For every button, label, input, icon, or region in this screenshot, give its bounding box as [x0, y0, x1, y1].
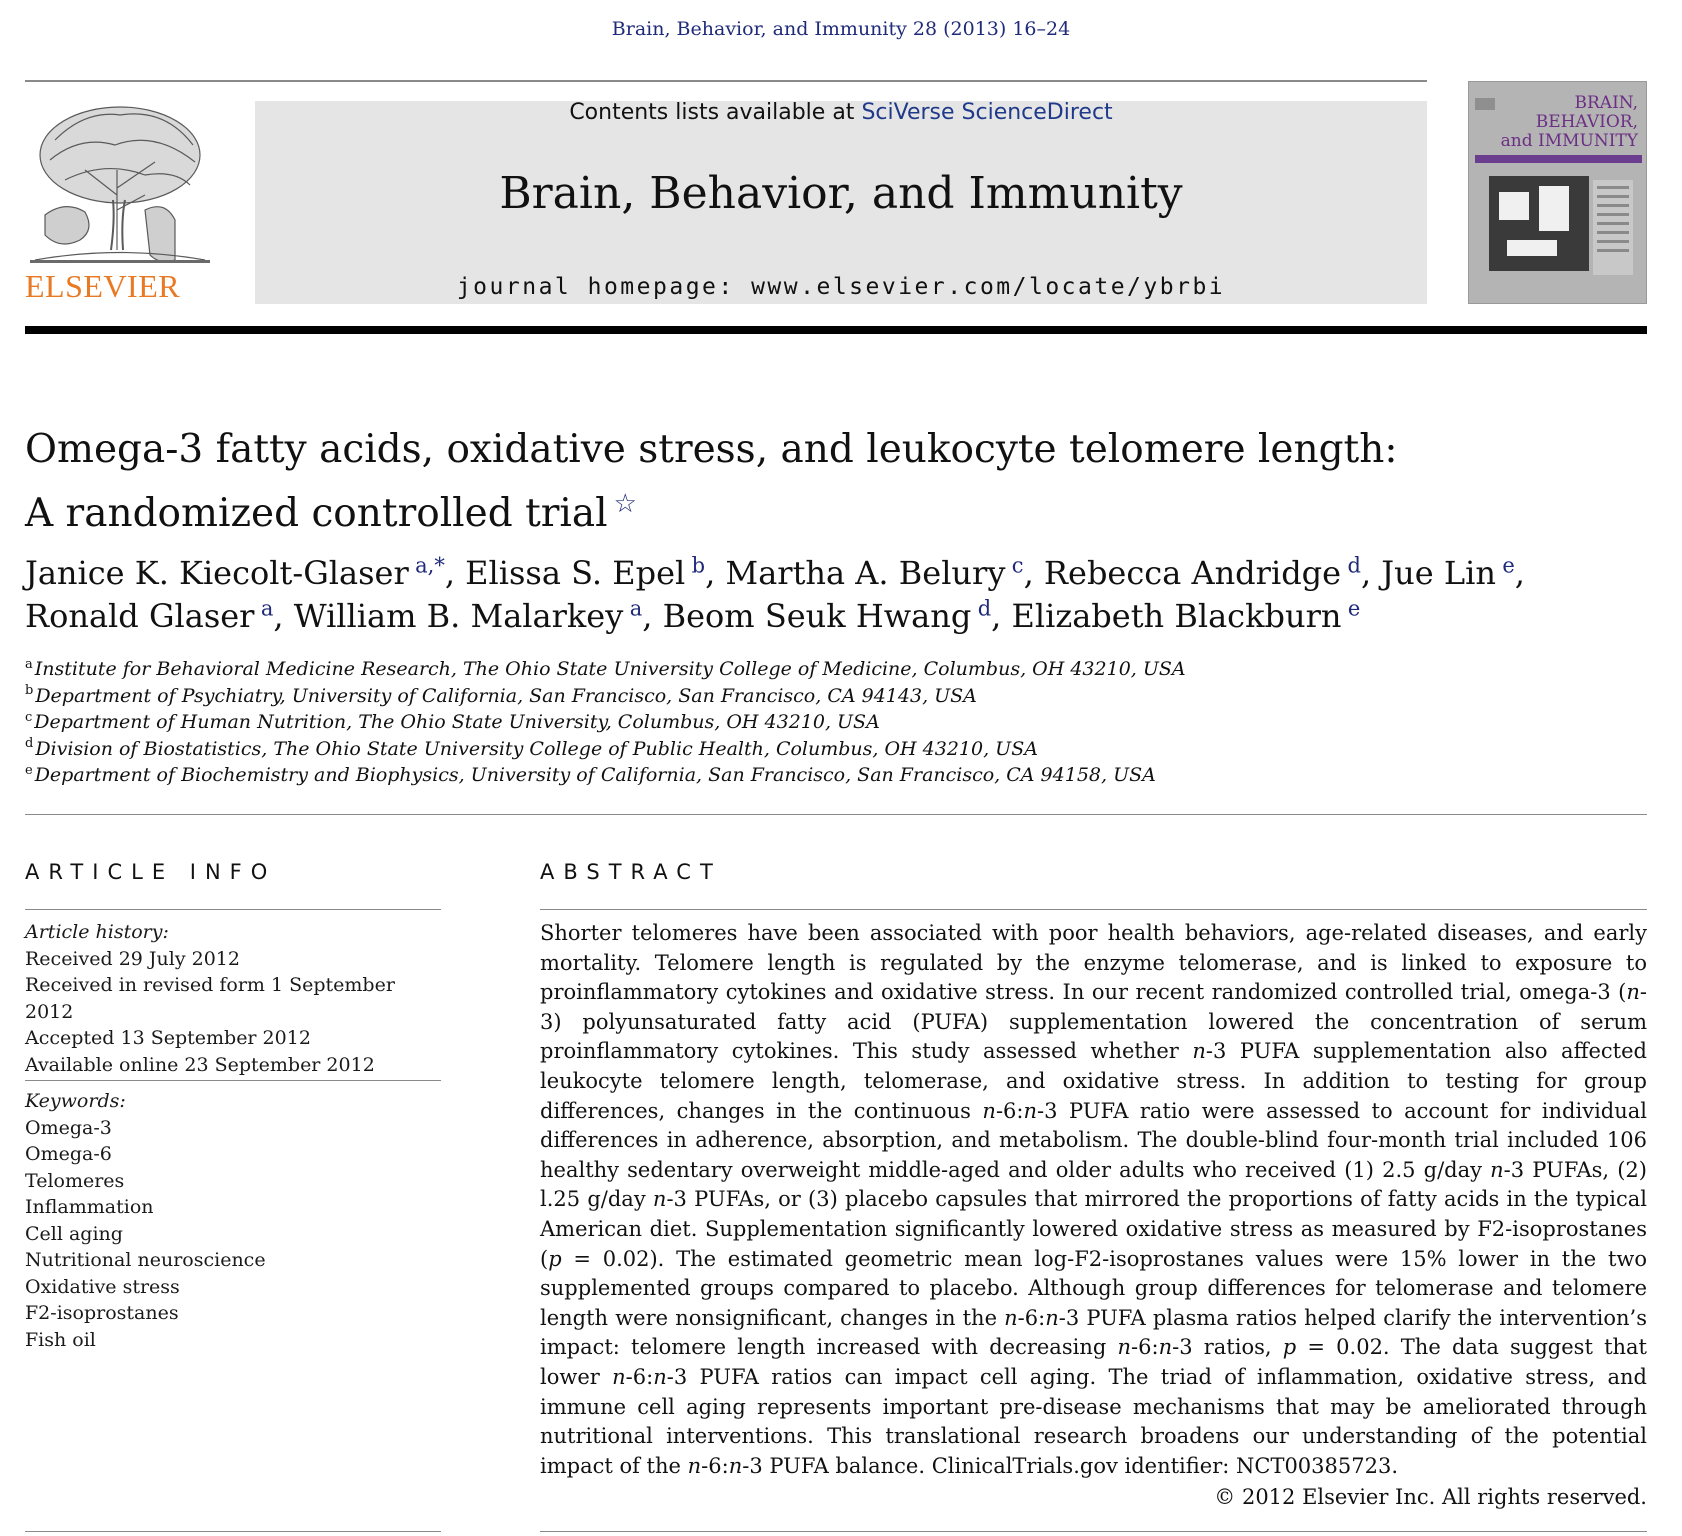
keyword: Omega-3	[25, 1116, 112, 1139]
abstract-variable: n	[1023, 1098, 1038, 1123]
abstract-segment: = 0.02. The data suggest that lower	[540, 1335, 1647, 1389]
author-separator: ,	[1360, 554, 1382, 592]
affiliation	[25, 656, 1525, 683]
cover-title	[1501, 94, 1638, 151]
author-name: William B. Malarkey	[293, 597, 624, 635]
author-name: Rebecca Andridge	[1043, 554, 1342, 592]
author-affiliation-mark[interactable]: c	[1011, 553, 1024, 578]
cover-publisher-mark	[1475, 98, 1495, 110]
affiliation-mark: c	[25, 709, 33, 725]
copyright-notice: © 2012 Elsevier Inc. All rights reserved.	[1214, 1485, 1647, 1509]
keyword: Nutritional neuroscience	[25, 1249, 266, 1271]
bottom-rule	[25, 1531, 441, 1532]
elsevier-wordmark: ELSEVIER	[25, 268, 181, 304]
keyword: Telomeres	[25, 1169, 125, 1192]
header-top-rule	[25, 80, 1427, 82]
affiliation-text: Department of Biochemistry and Biophysics, University of California, San Francisco, San Francisco, CA 94158, USA	[34, 764, 1156, 787]
author-separator: ,	[1023, 554, 1044, 592]
author-separator: ,	[705, 554, 726, 592]
contents-prefix: Contents lists available at	[569, 100, 862, 125]
abstract-segment: -3 PUFA ratios can impact cell aging. The triad of inflammation, oxidative stress, and immune cell aging represents important pre-disease mechanisms that may be ameliorated through nutritional interventions. This translational research broadens our understanding of the potential impact of the	[540, 1364, 1647, 1478]
abstract-variable: n	[1045, 1305, 1059, 1330]
author-separator: ,	[273, 597, 294, 635]
affiliation	[25, 709, 1525, 736]
abstract-variable: p	[548, 1246, 562, 1271]
history-entry: Received in revised form 1 September 2012	[25, 974, 395, 1023]
contents-availability	[255, 100, 1427, 125]
author-name: Elissa S. Epel	[465, 554, 686, 592]
cover-title-line: and IMMUNITY	[1500, 131, 1638, 151]
article-title-line: Omega-3 fatty acids, oxidative stress, and leukocyte telomere length:	[25, 427, 1398, 472]
abstract-variable: n	[1158, 1335, 1173, 1360]
article-info-heading: ARTICLE INFO	[25, 860, 277, 884]
affiliation-list	[25, 656, 1525, 789]
article-info-rule	[25, 1080, 441, 1081]
keyword: Oxidative stress	[25, 1275, 180, 1298]
affiliation-text: Department of Human Nutrition, The Ohio State University, Columbus, OH 43210, USA	[34, 711, 880, 734]
journal-cover-thumbnail	[1468, 81, 1647, 304]
abstract-variable: n	[1192, 1039, 1206, 1064]
history-entry: Available online 23 September 2012	[25, 1053, 375, 1076]
keyword: Omega-6	[25, 1143, 112, 1165]
journal-title: Brain, Behavior, and Immunity	[499, 168, 1183, 219]
article-title-line2: A randomized controlled trial	[25, 491, 608, 536]
author-affiliation-mark[interactable]: a,*	[415, 553, 445, 578]
keyword: Inflammation	[25, 1196, 154, 1218]
abstract-segment: = 0.02). The estimated geometric mean log-F2-isoprostanes values were 15% lower in the two supplemented groups compared to placebo. Although group differences for telomerase and telomere length were nonsignificant, changes in the	[540, 1246, 1647, 1330]
author-name: Janice K. Kiecolt-Glaser	[25, 554, 409, 592]
author-affiliation-mark[interactable]: b	[691, 553, 706, 578]
abstract-segment: -3 PUFA ratio were assessed to account for individual differences in adherence, absorption, and metabolism. The double-blind four-month trial included 106 healthy sedentary overweight middle-aged and older adults who received (1) 2.5 g/day	[540, 1098, 1647, 1182]
history-entry: Received 29 July 2012	[25, 947, 240, 970]
abstract-variable: n	[687, 1453, 702, 1478]
author-name: Ronald Glaser	[25, 597, 255, 635]
journal-homepage-link[interactable]: journal homepage: www.elsevier.com/locate/ybrbi	[456, 274, 1226, 300]
abstract-variable: n	[728, 1453, 743, 1478]
abstract-heading: ABSTRACT	[540, 860, 722, 884]
cover-title-line: BEHAVIOR,	[1535, 112, 1638, 132]
affiliation-mark: a	[25, 656, 33, 672]
cover-editor-list	[1593, 180, 1633, 275]
affiliation-mark: e	[25, 763, 33, 779]
abstract-segment: -3 PUFA plasma ratios helped clarify the intervention’s impact: telomere length increased with decreasing	[540, 1305, 1648, 1360]
cover-figure-box	[1539, 186, 1569, 231]
affiliation-mark: b	[25, 683, 34, 699]
author-name: Beom Seuk Hwang	[662, 597, 972, 635]
abstract-segment: -3 PUFAs, (2) l.25 g/day	[540, 1157, 1647, 1212]
affiliation	[25, 683, 1525, 710]
abstract-segment: -3 PUFAs, or (3) placebo capsules that mirrored the proportions of fatty acids in the typical American diet. Supplementation significantly lowered oxidative stress as measured by F2-isoprostanes (	[540, 1187, 1648, 1271]
article-info-rule	[25, 909, 441, 910]
abstract-variable: p	[1282, 1335, 1297, 1360]
article-title-line	[25, 477, 1475, 541]
abstract-variable: n	[1626, 980, 1640, 1005]
affiliation-mark: d	[25, 736, 34, 752]
header-thick-rule	[25, 326, 1647, 334]
author-line	[25, 595, 1525, 638]
author-separator: ,	[991, 597, 1012, 635]
affiliation-text: Department of Psychiatry, University of California, San Francisco, San Francisco, CA 94143, USA	[35, 684, 977, 707]
author-name: Jue Lin	[1381, 554, 1496, 592]
abstract-segment: -3 PUFA balance. ClinicalTrials.gov identifier: NCT00385723.	[742, 1453, 1399, 1478]
journal-citation: Brain, Behavior, and Immunity 28 (2013) 16–24	[611, 18, 1071, 40]
section-rule	[25, 814, 1647, 815]
author-affiliation-mark[interactable]: d	[1347, 553, 1361, 578]
affiliation-text: Institute for Behavioral Medicine Research, The Ohio State University College of Medicine, Columbus, OH 43210, USA	[34, 658, 1186, 680]
author-separator: ,	[1514, 554, 1525, 592]
abstract-segment: -6:	[1131, 1335, 1159, 1360]
sciencedirect-link[interactable]: SciVerse ScienceDirect	[861, 100, 1113, 125]
bottom-rule	[540, 1531, 1647, 1532]
keywords-label: Keywords:	[25, 1090, 126, 1112]
article-title	[25, 422, 1475, 541]
article-history	[25, 919, 441, 1078]
abstract-variable: n	[1004, 1305, 1018, 1330]
abstract-segment: -3) polyunsaturated fatty acid (PUFA) supplementation lowered the concentration of serum proinflammatory cytokines. This study assessed whether	[540, 980, 1647, 1064]
author-affiliation-mark[interactable]: e	[1502, 553, 1515, 578]
author-affiliation-mark[interactable]: a	[260, 596, 274, 621]
abstract-segment: -3 ratios,	[1172, 1335, 1283, 1360]
author-name: Martha A. Belury	[725, 554, 1006, 592]
abstract-variable: n	[652, 1187, 667, 1212]
abstract-segment: -6:	[1017, 1305, 1046, 1330]
cover-band	[1475, 155, 1642, 163]
article-history-label: Article history:	[25, 921, 169, 943]
cover-figure-box	[1507, 240, 1557, 256]
title-footnote-star-icon[interactable]: ☆	[613, 489, 637, 519]
abstract-variable: n	[982, 1098, 996, 1123]
affiliation	[25, 762, 1525, 789]
history-entry: Accepted 13 September 2012	[25, 1027, 311, 1049]
keyword: F2-isoprostanes	[25, 1302, 179, 1324]
author-affiliation-mark[interactable]: a	[629, 596, 643, 621]
abstract-variable: n	[612, 1364, 626, 1389]
author-list	[25, 552, 1525, 638]
keyword: Fish oil	[25, 1328, 96, 1351]
author-affiliation-mark[interactable]: e	[1347, 596, 1361, 621]
cover-title-line: BRAIN,	[1574, 93, 1638, 113]
abstract-segment: -6:	[995, 1098, 1024, 1123]
cover-figure-box	[1499, 192, 1529, 220]
affiliation-text: Division of Biostatistics, The Ohio State University College of Public Health, Columbus, OH 43210, USA	[35, 737, 1038, 760]
keyword-list	[25, 1088, 441, 1353]
author-name: Elizabeth Blackburn	[1011, 597, 1342, 635]
abstract-text	[540, 919, 1647, 1481]
affiliation	[25, 736, 1525, 763]
abstract-segment: -6:	[701, 1453, 729, 1478]
abstract-segment: -6:	[625, 1364, 654, 1389]
keyword: Cell aging	[25, 1222, 123, 1245]
author-line	[25, 552, 1525, 595]
author-separator: ,	[642, 597, 663, 635]
abstract-variable: n	[1490, 1157, 1504, 1182]
abstract-segment: Shorter telomeres have been associated with poor health behaviors, age-related diseases, and early mortality. Telomere length is regulated by the enzyme telomerase, and is linked to exposure to proinflammatory cytokines and oxidative stress. In our recent randomized controlled trial, omega-3 (	[540, 921, 1647, 1005]
abstract-variable: n	[653, 1364, 667, 1389]
author-separator: ,	[444, 554, 466, 592]
abstract-variable: n	[1117, 1335, 1132, 1360]
abstract-segment: -3 PUFA supplementation also affected leukocyte telomere length, telomerase, and oxidative stress. In addition to testing for group differences, changes in the continuous	[540, 1039, 1647, 1123]
author-affiliation-mark[interactable]: d	[977, 596, 992, 621]
abstract-rule	[540, 909, 1647, 910]
